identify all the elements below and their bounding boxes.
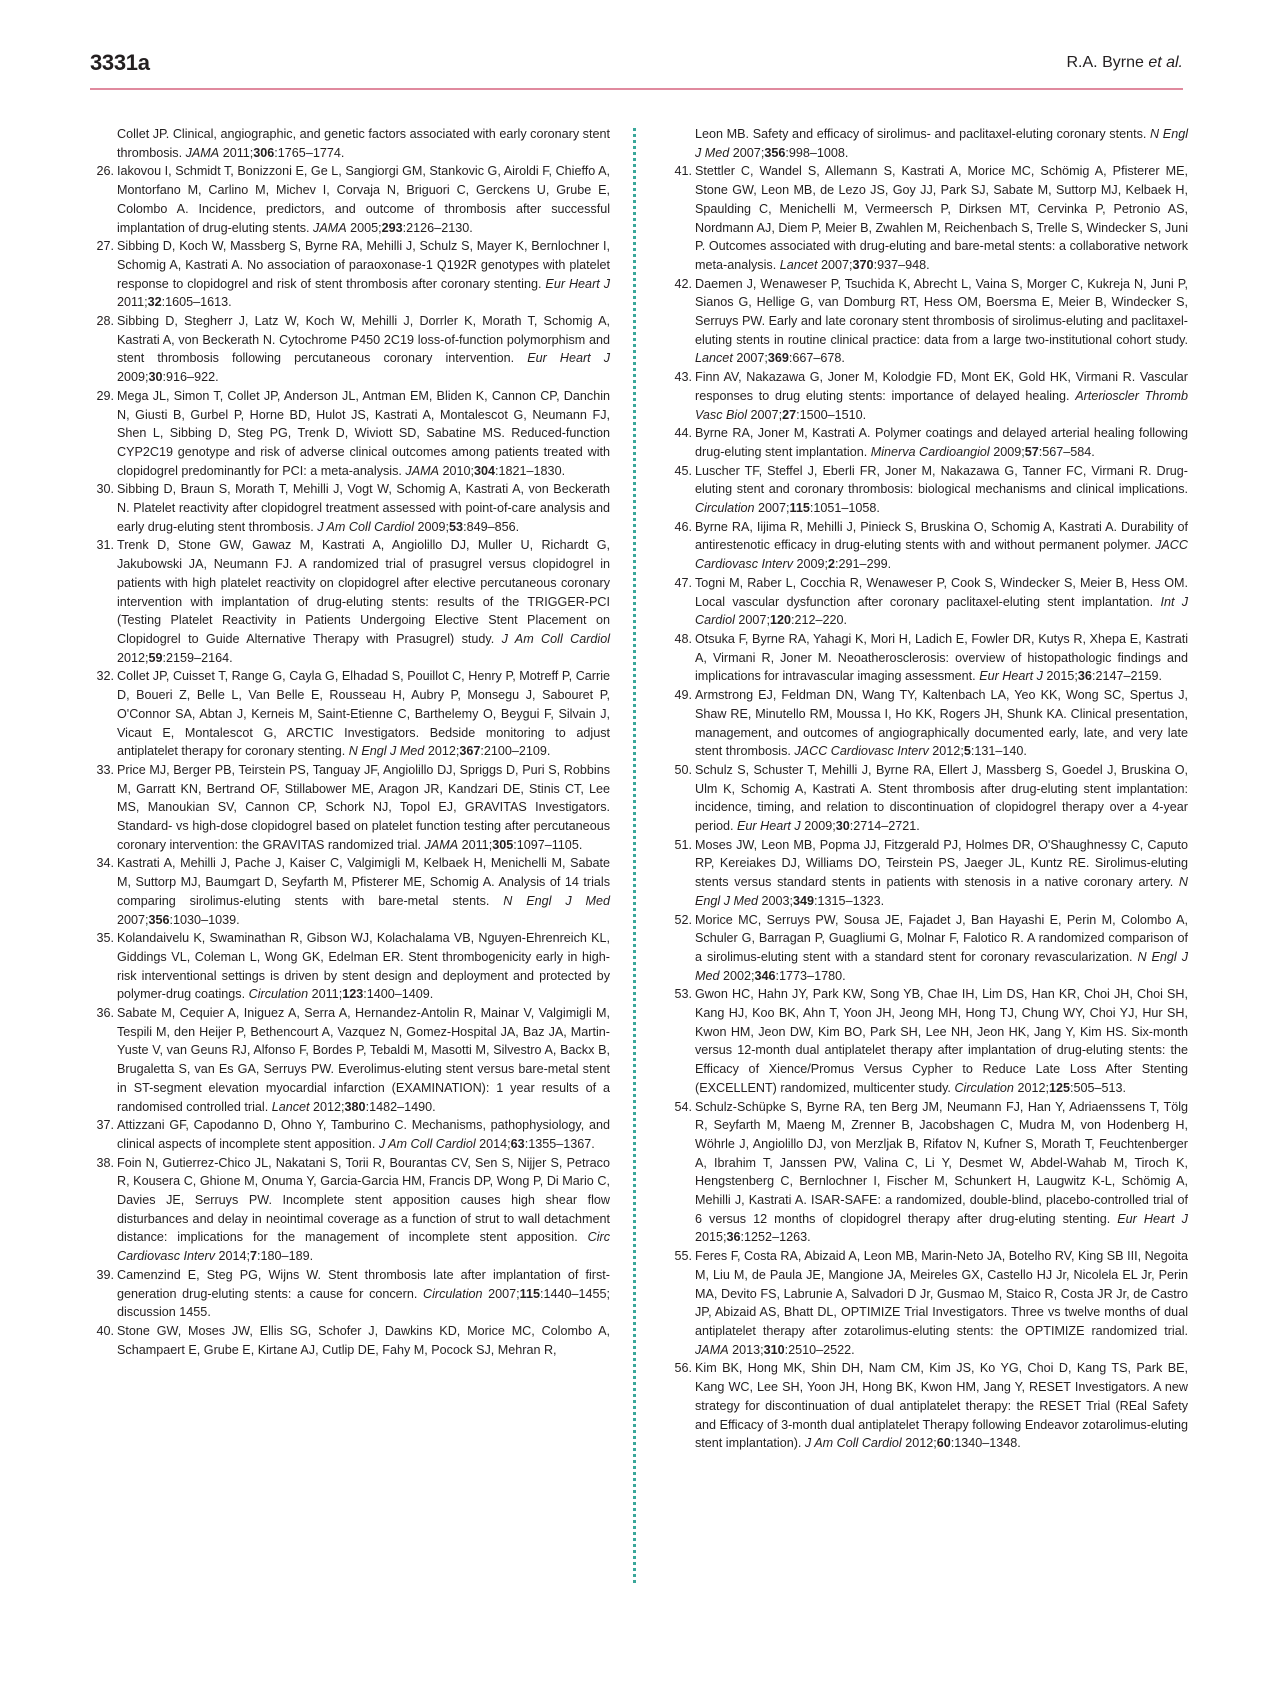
- reference-text: Leon MB. Safety and efficacy of sirolimus- and paclitaxel-eluting coronary stents.: [695, 127, 1147, 141]
- reference-journal: J Am Coll Cardiol: [378, 1136, 476, 1151]
- reference-text: Collet JP. Clinical, angiographic, and genetic factors associated with early coronary stent thrombosis.: [117, 127, 610, 160]
- reference-year: 2002: [723, 968, 752, 983]
- reference-journal: J Am Coll Cardiol: [317, 519, 415, 534]
- reference-pages: 505–513.: [1073, 1080, 1127, 1095]
- reference-number: 38.: [96, 1155, 114, 1170]
- reference-item: 48. Otsuka F, Byrne RA, Yahagi K, Mori H, Ladich E, Fowler DR, Kutys R, Xhepa E, Kastrati A, Virmani R, Joner M. Neoatherosclerosis: overview of histopathologic findings and implications for intravascular imaging assessment. Eur Heart J 2015;36:2147–2159.: [668, 630, 1188, 686]
- reference-number: 53.: [674, 987, 692, 1002]
- reference-item: Collet JP. Clinical, angiographic, and genetic factors associated with early coronary stent thrombosis. JAMA 2011;306:1765–1774.: [117, 127, 610, 160]
- reference-text: Stone GW, Moses JW, Ellis SG, Schofer J, Dawkins KD, Morice MC, Colombo A, Schampaert E, Grube E, Kirtane AJ, Cutlip DE, Fahy M, Pocock SJ, Mehran R,: [117, 1324, 610, 1357]
- reference-text: Morice MC, Serruys PW, Sousa JE, Fajadet J, Ban Hayashi E, Perin M, Colombo A, Schuler G, Barragan P, Guagliumi G, Molnar F, Falotico R. A randomized comparison of a sirolimus-eluting stent with a standard stent for coronary revascularization.: [695, 912, 1188, 964]
- reference-year: 2007: [736, 351, 765, 366]
- reference-volume: 370: [852, 257, 874, 272]
- reference-year: 2007: [117, 912, 146, 927]
- reference-item: 47. Togni M, Raber L, Cocchia R, Wenaweser P, Cook S, Windecker S, Meier B, Hess OM. Local vascular dysfunction after coronary paclitaxel-eluting stent implantation. Int J Cardiol 2007;120:212–220.: [668, 574, 1188, 630]
- reference-item: 46. Byrne RA, Iijima R, Mehilli J, Pinieck S, Bruskina O, Schomig A, Kastrati A. Durability of antirestenotic efficacy in drug-eluting stents with and without permanent polymer. JACC Cardiovasc Interv 2009;2:291–299.: [668, 518, 1188, 574]
- reference-volume: 59: [148, 650, 163, 665]
- reference-text: Sibbing D, Braun S, Morath T, Mehilli J, Vogt W, Schomig A, Kastrati A, von Beckerath N. Platelet reactivity after clopidogrel treatment assessed with point-of-care analysis and early drug-eluting stent thrombosis.: [117, 482, 610, 534]
- reference-text: Sabate M, Cequier A, Iniguez A, Serra A, Hernandez-Antolin R, Mainar V, Valgimigli M, Tespili M, den Heijer P, Bethencourt A, Vazquez N, Gomez-Hospital JA, Baz JA, Martin-Yuste V, van Geuns RJ, Alfonso F, Bordes P, Tebaldi M, Masotti M, Silvestro A, Backx B, Brugaletta S, van Es GA, Serruys PW. Everolimus-eluting stent versus bare-metal stent in ST-segment elevation myocardial infarction (EXAMINATION): 1 year results of a randomised controlled trial.: [117, 1006, 610, 1114]
- reference-year: 2007: [750, 407, 779, 422]
- reference-text: Schulz-Schüpke S, Byrne RA, ten Berg JM, Neumann FJ, Han Y, Adriaenssens T, Tölg R, Seyfarth M, Maeng M, Zrenner B, Jacobshagen C, Mudra M, von Hodenberg H, Wöhrle J, Angiolillo DJ, von Merzljak B, Rifatov N, Kufner S, Morath T, Feuchtenberger A, Ibrahim T, Janssen PW, Valina C, Li Y, Desmet W, Abdel-Wahab M, Tiroch K, Hengstenberg C, Bernlochner I, Fischer M, Schunkert H, Laugwitz K-L, Schömig A, Mehilli J, Kastrati A. ISAR-SAFE: a randomized, double-blind, placebo-controlled trial of 6 versus 12 months of clopidogrel therapy after drug-eluting stenting.: [695, 1099, 1188, 1226]
- reference-text: Camenzind E, Steg PG, Wijns W. Stent thrombosis late after implantation of first-generation drug-eluting stents: a cause for concern.: [117, 1267, 610, 1301]
- reference-year: 2009: [417, 519, 446, 534]
- reference-number: 37.: [96, 1118, 114, 1133]
- reference-pages: 1773–1780.: [779, 968, 846, 983]
- reference-item: 28. Sibbing D, Stegherr J, Latz W, Koch W, Mehilli J, Dorrler K, Morath T, Schomig A, Kastrati A, von Beckerath N. Cytochrome P450 2C19 loss-of-function polymorphism and stent thrombosis following percutaneous coronary intervention. Eur Heart J 2009;30:916–922.: [90, 312, 610, 387]
- reference-journal: N Engl J Med: [695, 949, 1188, 983]
- reference-pages: 131–140.: [974, 744, 1027, 759]
- reference-pages: 1051–1058.: [813, 501, 880, 516]
- reference-pages: 1605–1613.: [165, 295, 232, 310]
- reference-pages: 1500–1510.: [799, 407, 867, 422]
- column-divider: [633, 128, 636, 1583]
- reference-text: Kolandaivelu K, Swaminathan R, Gibson WJ, Kolachalama VB, Nguyen-Ehrenreich KL, Giddings VL, Coleman L, Wong GK, Edelman ER. Stent thrombogenicity early in high-risk interventional settings is driven by stent design and deployment and protected by polymer-drug coatings.: [117, 931, 610, 1002]
- reference-pages: 567–584.: [1042, 444, 1095, 459]
- reference-journal: Eur Heart J: [737, 819, 801, 834]
- reference-journal: Eur Heart J: [979, 669, 1043, 684]
- reference-year: 2012: [1017, 1080, 1046, 1095]
- reference-pages: 2126–2130.: [406, 220, 473, 235]
- reference-pages: 916–922.: [166, 370, 219, 385]
- reference-item: 52. Morice MC, Serruys PW, Sousa JE, Fajadet J, Ban Hayashi E, Perin M, Colombo A, Schuler G, Barragan P, Guagliumi G, Molnar F, Falotico R. A randomized comparison of a sirolimus-eluting stent with a standard stent for coronary revascularization. N Engl J Med 2002;346:1773–1780.: [668, 911, 1188, 986]
- reference-journal: JACC Cardiovasc Interv: [794, 744, 929, 759]
- reference-text: Price MJ, Berger PB, Teirstein PS, Tanguay JF, Angiolillo DJ, Spriggs D, Puri S, Robbins M, Garratt KN, Bertrand OF, Stillabower ME, Aragon JR, Kandzari DE, Stinis CT, Lee MS, Manoukian SV, Cannon CP, Schork NJ, Topol EJ, GRAVITAS Investigators. Standard- vs high-dose clopidogrel based on platelet function testing after percutaneous coronary intervention: the GRAVITAS randomized trial.: [117, 762, 610, 852]
- reference-number: 31.: [96, 538, 114, 553]
- reference-volume: 306: [253, 145, 275, 160]
- reference-volume: 53: [449, 519, 464, 534]
- reference-journal: J Am Coll Cardiol: [804, 1436, 902, 1451]
- reference-text: Mega JL, Simon T, Collet JP, Anderson JL, Antman EM, Bliden K, Cannon CP, Danchin N, Giusti B, Gurbel P, Horne BD, Hulot JS, Kastrati A, Montalescot G, Neumann FJ, Shen L, Sibbing D, Steg PG, Trenk D, Wiviott SD, Sabatine MS. Reduced-function CYP2C19 genotype and risk of adverse clinical outcomes among patients treated with clopidogrel predominantly for PCI: a meta-analysis.: [117, 388, 610, 478]
- reference-text: Iakovou I, Schmidt T, Bonizzoni E, Ge L, Sangiorgi GM, Stankovic G, Airoldi F, Chieffo A, Montorfano M, Carlino M, Michev I, Corvaja N, Briguori C, Gerckens U, Grube E, Colombo A. Incidence, predictors, and outcome of thrombosis after successful implantation of drug-eluting stents.: [117, 164, 610, 235]
- running-head-suffix: et al.: [1148, 54, 1183, 71]
- reference-journal: N Engl J Med: [503, 893, 610, 908]
- page-number: 3331a: [90, 50, 150, 75]
- reference-number: 27.: [96, 239, 114, 254]
- reference-pages: 1482–1490.: [369, 1099, 436, 1114]
- reference-pages: 2159–2164.: [166, 650, 233, 665]
- reference-volume: 60: [936, 1436, 951, 1451]
- reference-year: 2014: [479, 1136, 508, 1151]
- reference-item: 51. Moses JW, Leon MB, Popma JJ, Fitzgerald PJ, Holmes DR, O'Shaughnessy C, Caputo RP, Kereiakes DJ, Williams DO, Teirstein PS, Jaeger JL, Kuntz RE. Sirolimus-eluting stents versus standard stents in patients with stenosis in a native coronary artery. N Engl J Med 2003;349:1315–1323.: [668, 836, 1188, 911]
- header-rule: [90, 88, 1183, 90]
- reference-journal: Circulation: [423, 1286, 483, 1301]
- reference-year: 2009: [796, 557, 825, 572]
- reference-volume: 120: [769, 613, 791, 628]
- reference-pages: 1030–1039.: [173, 912, 240, 927]
- reference-item: 37. Attizzani GF, Capodanno D, Ohno Y, Tamburino C. Mechanisms, pathophysiology, and clinical aspects of incomplete stent apposition. J Am Coll Cardiol 2014;63:1355–1367.: [90, 1116, 610, 1153]
- reference-item: 31. Trenk D, Stone GW, Gawaz M, Kastrati A, Angiolillo DJ, Muller U, Richardt G, Jakubowski JA, Neumann FJ. A randomized trial of prasugrel versus clopidogrel in patients with high platelet reactivity on clopidogrel after elective percutaneous coronary intervention with implantation of drug-eluting stents: results of the TRIGGER-PCI (Testing Platelet Reactivity in Patients Undergoing Elective Stent Placement on Clopidogrel to Guide Alternative Therapy with Prasugrel) study. J Am Coll Cardiol 2012;59:2159–2164.: [90, 536, 610, 667]
- reference-year: 2005: [350, 220, 379, 235]
- reference-journal: Eur Heart J: [1117, 1211, 1188, 1226]
- reference-volume: 310: [763, 1342, 785, 1357]
- reference-text: Trenk D, Stone GW, Gawaz M, Kastrati A, Angiolillo DJ, Muller U, Richardt G, Jakubowski JA, Neumann FJ. A randomized trial of prasugrel versus clopidogrel in patients with high platelet reactivity on clopidogrel after elective percutaneous coronary intervention with implantation of drug-eluting stents: results of the TRIGGER-PCI (Testing Platelet Reactivity in Patients Undergoing Elective Stent Placement on Clopidogrel to Guide Alternative Therapy with Prasugrel) study.: [117, 538, 610, 646]
- reference-volume: 36: [1077, 669, 1092, 684]
- reference-pages: 212–220.: [794, 613, 847, 628]
- reference-number: 29.: [96, 388, 114, 403]
- reference-number: 54.: [674, 1099, 692, 1114]
- reference-pages: 1355–1367.: [528, 1136, 595, 1151]
- reference-volume: 7: [250, 1249, 258, 1264]
- reference-year: 2011: [222, 145, 250, 160]
- reference-pages: 1821–1830.: [498, 463, 566, 478]
- reference-year: 2007: [738, 613, 767, 628]
- reference-volume: 115: [519, 1286, 540, 1301]
- reference-journal: Circ Cardiovasc Interv: [117, 1230, 611, 1264]
- reference-year: 2012: [313, 1099, 342, 1114]
- reference-number: 49.: [674, 688, 692, 703]
- reference-item: 35. Kolandaivelu K, Swaminathan R, Gibson WJ, Kolachalama VB, Nguyen-Ehrenreich KL, Giddings VL, Coleman L, Wong GK, Edelman ER. Stent thrombogenicity early in high-risk interventional settings is driven by stent design and deployment and protected by polymer-drug coatings. Circulation 2011;123:1400–1409.: [90, 929, 610, 1004]
- reference-text: Attizzani GF, Capodanno D, Ohno Y, Tamburino C. Mechanisms, pathophysiology, and clinical aspects of incomplete stent apposition.: [117, 1118, 610, 1151]
- reference-item: 42. Daemen J, Wenaweser P, Tsuchida K, Abrecht L, Vaina S, Morger C, Kukreja N, Juni P, Sianos G, Hellige G, van Domburg RT, Hess OM, Boersma E, Meier B, Windecker S, Serruys PW. Early and late coronary stent thrombosis of sirolimus-eluting and paclitaxel-eluting stents in routine clinical practice: data from a large two-institutional cohort study. Lancet 2007;369:667–678.: [668, 275, 1188, 369]
- reference-volume: 346: [754, 968, 776, 983]
- reference-item: 33. Price MJ, Berger PB, Teirstein PS, Tanguay JF, Angiolillo DJ, Spriggs D, Puri S, Robbins M, Garratt KN, Bertrand OF, Stillabower ME, Aragon JR, Kandzari DE, Stinis CT, Lee MS, Manoukian SV, Cannon CP, Schork NJ, Topol EJ, GRAVITAS Investigators. Standard- vs high-dose clopidogrel based on platelet function testing after percutaneous coronary intervention: the GRAVITAS randomized trial. JAMA 2011;305:1097–1105.: [90, 761, 610, 855]
- running-head-authors: R.A. Byrne: [1066, 54, 1144, 71]
- reference-number: 32.: [96, 669, 114, 684]
- reference-item: 44. Byrne RA, Joner M, Kastrati A. Polymer coatings and delayed arterial healing following drug-eluting stent implantation. Minerva Cardioangiol 2009;57:567–584.: [668, 424, 1188, 461]
- reference-pages: 2714–2721.: [853, 819, 920, 834]
- reference-volume: 367: [459, 744, 481, 759]
- reference-journal: Arterioscler Thromb Vasc Biol: [695, 388, 1188, 422]
- reference-volume: 2: [828, 557, 836, 572]
- reference-item: 54. Schulz-Schüpke S, Byrne RA, ten Berg JM, Neumann FJ, Han Y, Adriaenssens T, Tölg R, Seyfarth M, Maeng M, Zrenner B, Jacobshagen C, Mudra M, von Hodenberg H, Wöhrle J, Angiolillo DJ, von Merzljak B, Rifatov N, Kufner S, Morath T, Feuchtenberger A, Ibrahim T, Janssen PW, Valina C, Li Y, Desmet W, Abdel-Wahab M, Tiroch K, Hengstenberg C, Bernlochner I, Fischer M, Schunkert H, Laugwitz K-L, Schömig A, Mehilli J, Kastrati A. ISAR-SAFE: a randomized, double-blind, placebo-controlled trial of 6 versus 12 months of clopidogrel therapy after drug-eluting stenting. Eur Heart J 2015;36:1252–1263.: [668, 1098, 1188, 1248]
- reference-volume: 63: [510, 1136, 525, 1151]
- reference-text: Kastrati A, Mehilli J, Pache J, Kaiser C, Valgimigli M, Kelbaek H, Menichelli M, Sabate M, Suttorp MJ, Baumgart D, Seyfarth M, Pfisterer ME, Schomig A. Analysis of 14 trials comparing sirolimus-eluting stents with bare-metal stents.: [117, 856, 610, 908]
- reference-text: Armstrong EJ, Feldman DN, Wang TY, Kaltenbach LA, Yeo KK, Wong SC, Spertus J, Shaw RE, Minutello RM, Moussa I, Ho KK, Rogers JH, Shunk KA. Clinical presentation, management, and outcomes of angiographically documented early, late, and very late stent thrombosis.: [695, 688, 1188, 759]
- reference-number: 47.: [674, 575, 692, 590]
- reference-journal: JAMA: [185, 145, 220, 160]
- reference-year: 2011: [117, 295, 145, 310]
- reference-item: 53. Gwon HC, Hahn JY, Park KW, Song YB, Chae IH, Lim DS, Han KR, Choi JH, Choi SH, Kang HJ, Koo BK, Ahn T, Yoon JH, Jeong MH, Hong TJ, Chung WY, Choi YJ, Hur SH, Kwon HM, Jeon DW, Kim BO, Park SH, Lee NH, Jeon HK, Jang Y, Kim HS. Six-month versus 12-month dual antiplatelet therapy after implantation of drug-eluting stents: the Efficacy of Xience/Promus Versus Cypher to Reduce Late Loss After Stenting (EXCELLENT) randomized, multicenter study. Circulation 2012;125:505–513.: [668, 985, 1188, 1097]
- reference-number: 44.: [674, 426, 692, 441]
- reference-year: 2007: [821, 257, 850, 272]
- reference-text: Schulz S, Schuster T, Mehilli J, Byrne RA, Ellert J, Massberg S, Goedel J, Bruskina O, Ulm K, Schomig A, Kastrati A. Stent thrombosis after drug-eluting stent implantation: incidence, timing, and relation to discontinuation of clopidogrel therapy over a 4-year period.: [695, 762, 1188, 834]
- reference-volume: 356: [148, 912, 170, 927]
- reference-item: 56. Kim BK, Hong MK, Shin DH, Nam CM, Kim JS, Ko YG, Choi D, Kang TS, Park BE, Kang WC, Lee SH, Yoon JH, Hong BK, Kwon HM, Jang Y, RESET Investigators. A new strategy for discontinuation of dual antiplatelet therapy: the RESET Trial (REal Safety and Efficacy of 3-month dual antiplatelet Therapy following Endeavor zotarolimus-eluting stent implantation). J Am Coll Cardiol 2012;60:1340–1348.: [668, 1359, 1188, 1453]
- reference-text: Sibbing D, Stegherr J, Latz W, Koch W, Mehilli J, Dorrler K, Morath T, Schomig A, Kastrati A, von Beckerath N. Cytochrome P450 2C19 loss-of-function polymorphism and stent thrombosis following percutaneous coronary intervention.: [117, 314, 610, 366]
- reference-year: 2009: [117, 370, 146, 385]
- reference-year: 2013: [732, 1342, 761, 1357]
- reference-text: Stettler C, Wandel S, Allemann S, Kastrati A, Morice MC, Schömig A, Pfisterer ME, Stone GW, Leon MB, de Lezo JS, Goy JJ, Park SJ, Sabate M, Suttorp MJ, Kelbaek H, Spaulding C, Menichelli M, Vermeersch P, Dirksen MT, Cervinka P, Petronio AS, Nordmann AJ, Diem P, Meier B, Zwahlen M, Reichenbach S, Trelle S, Windecker S, Juni P. Outcomes associated with drug-eluting and bare-metal stents: a collaborative network meta-analysis.: [695, 164, 1188, 272]
- reference-journal: N Engl J Med: [695, 875, 1188, 908]
- reference-journal: JAMA: [313, 220, 347, 235]
- reference-number: 41.: [674, 164, 692, 179]
- reference-pages: 1765–1774.: [277, 145, 345, 160]
- reference-pages: 2147–2159.: [1095, 669, 1162, 684]
- reference-text: Sibbing D, Koch W, Massberg S, Byrne RA, Mehilli J, Schulz S, Mayer K, Bernlochner I, Schomig A, Kastrati A. No association of paraoxonase-1 Q192R genotypes with platelet response to clopidogrel and risk of stent thrombosis after coronary stenting.: [117, 239, 610, 291]
- reference-number: 35.: [96, 931, 114, 946]
- reference-item: 27. Sibbing D, Koch W, Massberg S, Byrne RA, Mehilli J, Schulz S, Mayer K, Bernlochner I, Schomig A, Kastrati A. No association of paraoxonase-1 Q192R genotypes with platelet response to clopidogrel and risk of stent thrombosis after coronary stenting. Eur Heart J 2011;32:1605–1613.: [90, 237, 610, 312]
- reference-pages: 998–1008.: [788, 145, 849, 160]
- reference-journal: Lancet: [695, 351, 733, 366]
- reference-pages: 2100–2109.: [483, 744, 551, 759]
- reference-journal: Eur Heart J: [545, 276, 610, 291]
- reference-journal: JAMA: [424, 837, 459, 852]
- reference-text: Byrne RA, Joner M, Kastrati A. Polymer coatings and delayed arterial healing following drug-eluting stent implantation.: [695, 426, 1188, 459]
- reference-volume: 304: [474, 463, 496, 478]
- reference-number: 45.: [674, 463, 692, 478]
- reference-year: 2015: [1046, 669, 1075, 684]
- reference-volume: 27: [782, 407, 797, 422]
- reference-item: 50. Schulz S, Schuster T, Mehilli J, Byrne RA, Ellert J, Massberg S, Goedel J, Bruskina O, Ulm K, Schomig A, Kastrati A. Stent thrombosis after drug-eluting stent implantation: incidence, timing, and relation to discontinuation of clopidogrel therapy over a 4-year period. Eur Heart J 2009;30:2714–2721.: [668, 761, 1188, 836]
- reference-number: 33.: [96, 762, 114, 777]
- reference-journal: Circulation: [954, 1080, 1014, 1095]
- reference-pages: 1440–1455; discussion 1455.: [117, 1286, 611, 1320]
- reference-text: Finn AV, Nakazawa G, Joner M, Kolodgie FD, Mont EK, Gold HK, Virmani R. Vascular responses to drug eluting stents: importance of delayed healing.: [695, 370, 1188, 403]
- reference-journal: JAMA: [405, 463, 439, 478]
- reference-journal: Minerva Cardioangiol: [870, 444, 990, 459]
- reference-year: 2012: [905, 1436, 934, 1451]
- reference-item: 32. Collet JP, Cuisset T, Range G, Cayla G, Elhadad S, Pouillot C, Henry P, Motreff P, Carrie D, Boueri Z, Belle L, Van Belle E, Rousseau H, Aubry P, Monsegu J, Sabouret P, O'Connor SA, Abtan J, Kerneis M, Saint-Etienne C, Barthelemy O, Beygui F, Silvain J, Vicaut E, Montalescot G, ARCTIC Investigators. Bedside monitoring to adjust antiplatelet therapy for coronary stenting. N Engl J Med 2012;367:2100–2109.: [90, 667, 610, 761]
- reference-volume: 32: [147, 295, 162, 310]
- reference-volume: 5: [963, 744, 971, 759]
- reference-number: 36.: [96, 1006, 114, 1021]
- reference-number: 56.: [674, 1361, 692, 1376]
- reference-text: Moses JW, Leon MB, Popma JJ, Fitzgerald PJ, Holmes DR, O'Shaughnessy C, Caputo RP, Kereiakes DJ, Williams DO, Teirstein PS, Jaeger JL, Kuntz RE. Sirolimus-eluting stents versus standard stents in patients with stenosis in a native coronary artery.: [695, 837, 1188, 890]
- reference-volume: 36: [726, 1230, 741, 1245]
- reference-pages: 1340–1348.: [954, 1436, 1021, 1451]
- reference-number: 42.: [674, 276, 692, 291]
- reference-volume: 356: [764, 145, 786, 160]
- reference-text: Foin N, Gutierrez-Chico JL, Nakatani S, Torii R, Bourantas CV, Sen S, Nijjer S, Petraco R, Kousera C, Ghione M, Onuma Y, Garcia-Garcia HM, Francis DP, Wong P, Di Mario C, Davies JE, Serruys PW. Incomplete stent apposition causes high shear flow disturbances and delay in neointimal coverage as a function of strut to wall detachment distance: implications for the management of incomplete stent apposition.: [117, 1155, 610, 1245]
- reference-volume: 115: [789, 501, 810, 516]
- reference-volume: 125: [1048, 1080, 1070, 1095]
- reference-pages: 1400–1409.: [366, 987, 434, 1002]
- reference-item: 45. Luscher TF, Steffel J, Eberli FR, Joner M, Nakazawa G, Tanner FC, Virmani R. Drug-eluting stent and coronary thrombosis: biological mechanisms and clinical implications. Circulation 2007;115:1051–1058.: [668, 462, 1188, 518]
- reference-journal: Lancet: [271, 1099, 310, 1114]
- reference-text: Luscher TF, Steffel J, Eberli FR, Joner M, Nakazawa G, Tanner FC, Virmani R. Drug-eluting stent and coronary thrombosis: biological mechanisms and clinical implications.: [695, 463, 1188, 497]
- reference-pages: 1315–1323.: [817, 893, 885, 908]
- reference-year: 2011: [311, 987, 339, 1002]
- reference-journal: J Am Coll Cardiol: [501, 631, 610, 646]
- reference-number: 30.: [96, 482, 114, 497]
- reference-year: 2009: [993, 444, 1022, 459]
- reference-number: 43.: [674, 370, 692, 385]
- reference-number: 50.: [674, 762, 692, 777]
- reference-text: Collet JP, Cuisset T, Range G, Cayla G, Elhadad S, Pouillot C, Henry P, Motreff P, Carrie D, Boueri Z, Belle L, Van Belle E, Rousseau H, Aubry P, Monsegu J, Sabouret P, O'Connor SA, Abtan J, Kerneis M, Saint-Etienne C, Barthelemy O, Beygui F, Silvain J, Vicaut E, Montalescot G, ARCTIC Investigators. Bedside monitoring to adjust antiplatelet therapy for coronary stenting.: [117, 669, 610, 759]
- reference-volume: 305: [492, 837, 514, 852]
- reference-text: Otsuka F, Byrne RA, Yahagi K, Mori H, Ladich E, Fowler DR, Kutys R, Xhepa E, Kastrati A, Virmani R, Joner M. Neoatherosclerosis: overview of histopathologic findings and implications for intravascular imaging assessment.: [695, 631, 1188, 684]
- reference-year: 2015: [695, 1230, 724, 1245]
- reference-year: 2012: [932, 744, 961, 759]
- reference-volume: 123: [342, 987, 364, 1002]
- reference-journal: Eur Heart J: [527, 351, 610, 366]
- reference-volume: 293: [381, 220, 403, 235]
- reference-item: 26. Iakovou I, Schmidt T, Bonizzoni E, Ge L, Sangiorgi GM, Stankovic G, Airoldi F, Chieffo A, Montorfano M, Carlino M, Michev I, Corvaja N, Briguori C, Gerckens U, Grube E, Colombo A. Incidence, predictors, and outcome of thrombosis after successful implantation of drug-eluting stents. JAMA 2005;293:2126–2130.: [90, 162, 610, 237]
- reference-text: Daemen J, Wenaweser P, Tsuchida K, Abrecht L, Vaina S, Morger C, Kukreja N, Juni P, Sianos G, Hellige G, van Domburg RT, Hess OM, Boersma E, Meier B, Windecker S, Serruys PW. Early and late coronary stent thrombosis of sirolimus-eluting and paclitaxel-eluting stents in routine clinical practice: data from a large two-institutional cohort study.: [695, 276, 1188, 347]
- reference-pages: 180–189.: [260, 1249, 314, 1264]
- reference-item: 39. Camenzind E, Steg PG, Wijns W. Stent thrombosis late after implantation of first-generation drug-eluting stents: a cause for concern. Circulation 2007;115:1440–1455; discussion 1455.: [90, 1266, 610, 1322]
- reference-number: 52.: [674, 912, 692, 927]
- reference-item: 38. Foin N, Gutierrez-Chico JL, Nakatani S, Torii R, Bourantas CV, Sen S, Nijjer S, Petraco R, Kousera C, Ghione M, Onuma Y, Garcia-Garcia HM, Francis DP, Wong P, Di Mario C, Davies JE, Serruys PW. Incomplete stent apposition causes high shear flow disturbances and delay in neointimal coverage as a function of strut to wall detachment distance: implications for the management of incomplete stent apposition. Circ Cardiovasc Interv 2014;7:180–189.: [90, 1154, 610, 1266]
- reference-item: [90, 1322, 610, 1359]
- reference-number: 48.: [674, 631, 692, 646]
- reference-number: 28.: [96, 314, 114, 329]
- reference-volume: 30: [835, 819, 850, 834]
- reference-number: 26.: [96, 164, 114, 179]
- reference-year: 2012: [427, 744, 456, 759]
- reference-year: 2012: [117, 650, 146, 665]
- reference-text: Gwon HC, Hahn JY, Park KW, Song YB, Chae IH, Lim DS, Han KR, Choi JH, Choi SH, Kang HJ, Koo BK, Ahn T, Yoon JH, Jeong MH, Hong TJ, Chung WY, Choi YJ, Hur SH, Kwon HM, Jeon DW, Kim BO, Park SH, Lee NH, Jeon HK, Jang Y, Kim HS. Six-month versus 12-month dual antiplatelet therapy after implantation of drug-eluting stents: the Efficacy of Xience/Promus Versus Cypher to Reduce Late Loss After Stenting (EXCELLENT) randomized, multicenter study.: [695, 987, 1188, 1095]
- reference-pages: 1252–1263.: [744, 1230, 811, 1245]
- reference-item: 30. Sibbing D, Braun S, Morath T, Mehilli J, Vogt W, Schomig A, Kastrati A, von Beckerath N. Platelet reactivity after clopidogrel treatment assessed with point-of-care analysis and early drug-eluting stent thrombosis. J Am Coll Cardiol 2009;53:849–856.: [90, 480, 610, 536]
- reference-year: 2007: [732, 145, 761, 160]
- reference-pages: 2510–2522.: [788, 1342, 855, 1357]
- reference-item: 34. Kastrati A, Mehilli J, Pache J, Kaiser C, Valgimigli M, Kelbaek H, Menichelli M, Sabate M, Suttorp MJ, Baumgart D, Seyfarth M, Pfisterer ME, Schomig A. Analysis of 14 trials comparing sirolimus-eluting stents with bare-metal stents. N Engl J Med 2007;356:1030–1039.: [90, 854, 610, 929]
- running-head: [1067, 54, 1184, 72]
- reference-number: 46.: [674, 519, 692, 534]
- reference-volume: 349: [793, 893, 815, 908]
- reference-year: 2009: [804, 819, 833, 834]
- reference-year: 2003: [761, 893, 790, 908]
- reference-column-left: [90, 125, 610, 1359]
- reference-number: 34.: [96, 856, 114, 871]
- reference-number: 39.: [96, 1267, 114, 1282]
- reference-pages: 937–948.: [877, 257, 930, 272]
- reference-item: Leon MB. Safety and efficacy of sirolimus- and paclitaxel-eluting coronary stents. N Engl J Med 2007;356:998–1008.: [695, 127, 1188, 160]
- reference-item: 36. Sabate M, Cequier A, Iniguez A, Serra A, Hernandez-Antolin R, Mainar V, Valgimigli M, Tespili M, den Heijer P, Bethencourt A, Vazquez N, Gomez-Hospital JA, Baz JA, Martin-Yuste V, van Geuns RJ, Alfonso F, Bordes P, Tebaldi M, Masotti M, Silvestro A, Backx B, Brugaletta S, van Es GA, Serruys PW. Everolimus-eluting stent versus bare-metal stent in ST-segment elevation myocardial infarction (EXAMINATION): 1 year results of a randomised controlled trial. Lancet 2012;380:1482–1490.: [90, 1004, 610, 1116]
- reference-journal: JACC Cardiovasc Interv: [695, 538, 1188, 572]
- reference-item: 41. Stettler C, Wandel S, Allemann S, Kastrati A, Morice MC, Schömig A, Pfisterer ME, Stone GW, Leon MB, de Lezo JS, Goy JJ, Park SJ, Sabate M, Suttorp MJ, Kelbaek H, Spaulding C, Menichelli M, Vermeersch P, Dirksen MT, Cervinka P, Petronio AS, Nordmann AJ, Diem P, Meier B, Zwahlen M, Reichenbach S, Trelle S, Windecker S, Juni P. Outcomes associated with drug-eluting and bare-metal stents: a collaborative network meta-analysis. Lancet 2007;370:937–948.: [668, 162, 1188, 274]
- reference-journal: Circulation: [695, 501, 755, 516]
- reference-year: 2010: [442, 463, 471, 478]
- reference-journal: Lancet: [779, 257, 818, 272]
- reference-number: 55.: [674, 1249, 692, 1264]
- reference-item: 49. Armstrong EJ, Feldman DN, Wang TY, Kaltenbach LA, Yeo KK, Wong SC, Spertus J, Shaw RE, Minutello RM, Moussa I, Ho KK, Rogers JH, Shunk KA. Clinical presentation, management, and outcomes of angiographically documented early, late, and very late stent thrombosis. JACC Cardiovasc Interv 2012;5:131–140.: [668, 686, 1188, 761]
- reference-column-right: [668, 125, 1188, 1453]
- reference-year: 2011: [461, 837, 489, 852]
- reference-item: 43. Finn AV, Nakazawa G, Joner M, Kolodgie FD, Mont EK, Gold HK, Virmani R. Vascular responses to drug eluting stents: importance of delayed healing. Arterioscler Thromb Vasc Biol 2007;27:1500–1510.: [668, 368, 1188, 424]
- reference-volume: 380: [344, 1099, 366, 1114]
- reference-volume: 57: [1024, 444, 1039, 459]
- reference-text: Togni M, Raber L, Cocchia R, Wenaweser P, Cook S, Windecker S, Meier B, Hess OM. Local vascular dysfunction after coronary paclitaxel-eluting stent implantation.: [695, 575, 1188, 609]
- reference-pages: 667–678.: [792, 351, 845, 366]
- reference-number: 51.: [674, 837, 692, 852]
- reference-number: 40.: [96, 1324, 114, 1338]
- reference-item: 29. Mega JL, Simon T, Collet JP, Anderson JL, Antman EM, Bliden K, Cannon CP, Danchin N, Giusti B, Gurbel P, Horne BD, Hulot JS, Kastrati A, Montalescot G, Neumann FJ, Shen L, Sibbing D, Steg PG, Trenk D, Wiviott SD, Sabatine MS. Reduced-function CYP2C19 genotype and risk of adverse clinical outcomes among patients treated with clopidogrel predominantly for PCI: a meta-analysis. JAMA 2010;304:1821–1830.: [90, 387, 610, 481]
- reference-year: 2007: [758, 501, 787, 516]
- reference-text: Feres F, Costa RA, Abizaid A, Leon MB, Marin-Neto JA, Botelho RV, King SB III, Negoita M, Liu M, de Paula JE, Mangione JA, Meireles GX, Castello HJ Jr, Nicolela EL Jr, Perin MA, Devito FS, Labrunie A, Salvadori D Jr, Gusmao M, Staico R, Costa JR Jr, de Castro JP, Abizaid AS, Bhatt DL, OPTIMIZE Trial Investigators. Three vs twelve months of dual antiplatelet therapy after zotarolimus-eluting stents: the OPTIMIZE randomized trial.: [695, 1249, 1188, 1338]
- reference-year: 2007: [488, 1286, 517, 1301]
- reference-year: 2014: [218, 1249, 247, 1264]
- reference-journal: Int J Cardiol: [695, 594, 1189, 628]
- reference-text: Kim BK, Hong MK, Shin DH, Nam CM, Kim JS, Ko YG, Choi D, Kang TS, Park BE, Kang WC, Lee SH, Yoon JH, Hong BK, Kwon HM, Jang Y, RESET Investigators. A new strategy for discontinuation of dual antiplatelet therapy: the RESET Trial (REal Safety and Efficacy of 3-month dual antiplatelet Therapy following Endeavor zotarolimus-eluting stent implantation).: [695, 1361, 1188, 1451]
- reference-pages: 1097–1105.: [516, 837, 583, 852]
- reference-volume: 369: [767, 351, 789, 366]
- reference-pages: 291–299.: [838, 557, 892, 572]
- reference-text: Byrne RA, Iijima R, Mehilli J, Pinieck S, Bruskina O, Schomig A, Kastrati A. Durability of antirestenotic efficacy in drug-eluting stents with and without permanent polymer.: [695, 519, 1188, 553]
- reference-journal: N Engl J Med: [348, 744, 425, 759]
- reference-volume: 30: [148, 370, 163, 385]
- reference-pages: 849–856.: [466, 519, 520, 534]
- reference-item: 55. Feres F, Costa RA, Abizaid A, Leon MB, Marin-Neto JA, Botelho RV, King SB III, Negoita M, Liu M, de Paula JE, Mangione JA, Meireles GX, Castello HJ Jr, Nicolela EL Jr, Perin MA, Devito FS, Labrunie A, Salvadori D Jr, Gusmao M, Staico R, Costa JR Jr, de Castro JP, Abizaid AS, Bhatt DL, OPTIMIZE Trial Investigators. Three vs twelve months of dual antiplatelet therapy after zotarolimus-eluting stents: the OPTIMIZE randomized trial. JAMA 2013;310:2510–2522.: [668, 1247, 1188, 1359]
- reference-journal: JAMA: [695, 1342, 729, 1357]
- reference-journal: N Engl J Med: [695, 127, 1188, 160]
- reference-journal: Circulation: [248, 987, 309, 1002]
